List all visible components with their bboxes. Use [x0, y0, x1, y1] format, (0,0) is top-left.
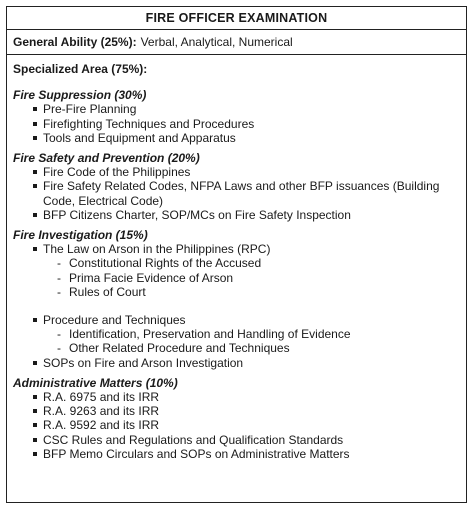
sub-list-item: - Identification, Preservation and Handling of Evidence: [57, 327, 460, 341]
section-title-administrative-matters: Administrative Matters (10%): [13, 375, 178, 390]
section-title-fire-safety: Fire Safety and Prevention (20%): [13, 151, 200, 166]
spacer: [43, 299, 460, 313]
list-item: SOPs on Fire and Arson Investigation: [33, 356, 460, 370]
list-item-label: Procedure and Techniques: [43, 313, 186, 328]
procedure-sublist: [43, 327, 460, 355]
section-title-fire-suppression: Fire Suppression (30%): [13, 88, 147, 103]
section-title-fire-investigation: Fire Investigation (15%): [13, 228, 148, 243]
fire-investigation-list: [13, 242, 460, 370]
fire-suppression-list: [13, 102, 460, 145]
exam-document: [6, 6, 467, 503]
list-item: Pre-Fire Planning: [33, 102, 460, 116]
specialized-area-heading: Specialized Area (75%):: [13, 62, 148, 76]
page-title: FIRE OFFICER EXAMINATION: [7, 7, 466, 30]
list-item-label: The Law on Arson in the Philippines (RPC): [43, 242, 271, 257]
specialized-area: [7, 55, 466, 461]
list-item: [33, 242, 460, 313]
list-item: Firefighting Techniques and Procedures: [33, 117, 460, 131]
fire-safety-list: [13, 165, 460, 222]
arson-law-sublist: [43, 256, 460, 299]
general-ability-value: Verbal, Analytical, Numerical: [140, 35, 293, 49]
list-item: Fire Code of the Philippines: [33, 165, 460, 179]
general-ability-row: [7, 30, 466, 55]
list-item: R.A. 9263 and its IRR: [33, 404, 460, 418]
list-item: [33, 313, 460, 356]
list-item: Fire Safety Related Codes, NFPA Laws and other BFP issuances (Building Code, Electrical Code): [33, 179, 460, 207]
sub-list-item: - Constitutional Rights of the Accused: [57, 256, 460, 270]
list-item: R.A. 9592 and its IRR: [33, 418, 460, 432]
sub-list-item: - Other Related Procedure and Techniques: [57, 341, 460, 355]
sub-list-item: - Prima Facie Evidence of Arson: [57, 271, 460, 285]
list-item: BFP Memo Circulars and SOPs on Administrative Matters: [33, 447, 460, 461]
list-item: CSC Rules and Regulations and Qualification Standards: [33, 433, 460, 447]
list-item: R.A. 6975 and its IRR: [33, 390, 460, 404]
general-ability-label: General Ability (25%):: [13, 35, 137, 49]
administrative-matters-list: [13, 390, 460, 461]
list-item: BFP Citizens Charter, SOP/MCs on Fire Safety Inspection: [33, 208, 460, 222]
sub-list-item: - Rules of Court: [57, 285, 460, 299]
list-item: Tools and Equipment and Apparatus: [33, 131, 460, 145]
